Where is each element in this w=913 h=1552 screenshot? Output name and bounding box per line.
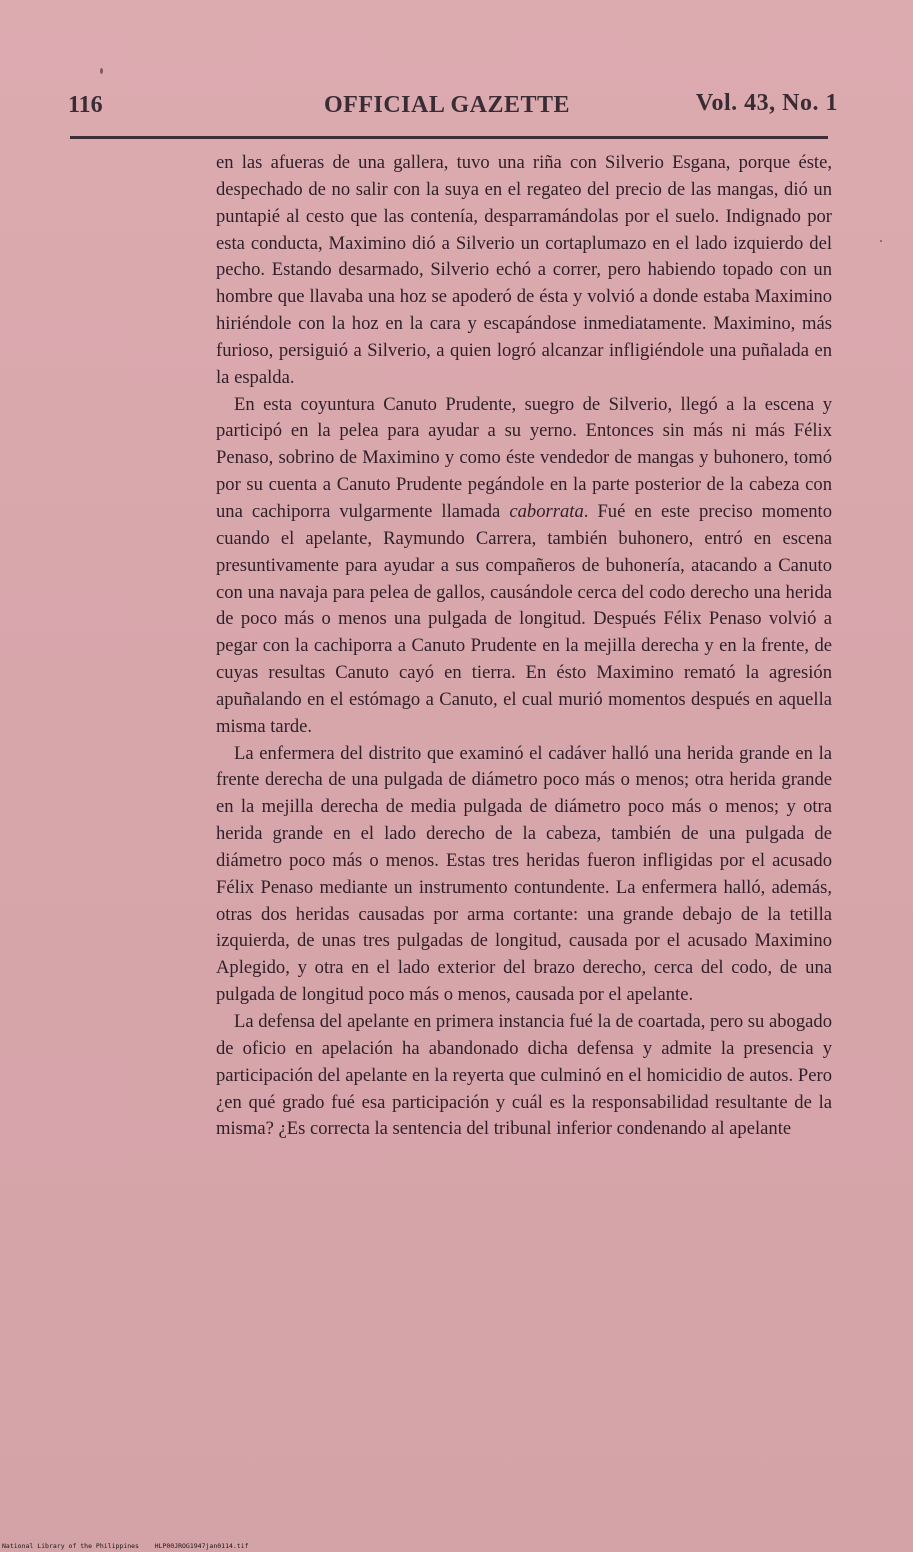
paragraph-2-part-1: En esta coyuntura Canuto Prudente, suegro de Silverio, llegó a la escena y participó en la pelea para ayudar a su yerno. Entonces sin más ni más Félix Penaso, sobrino de Maximino y como éste vendedor de mangas y buhonero, tomó por su cuenta a Canuto Prudente pegándole en la parte posterior de la cabeza con una cachiporra vulgarmente llamada (216, 393, 832, 522)
paragraph-2-part-2: . Fué en este preciso momento cuando el apelante, Raymundo Carrera, también buhonero, entró en escena presuntivamente para ayudar a sus compañeros de buhonería, atacando a Canuto con una navaja para pelea de gallos, causándole cerca del codo derecho una herida de poco más o menos una pulgada de longitud. Después Félix Penaso volvió a pegar con la cachiporra a Canuto Prudente en la mejilla derecha y en la frente, de cuyas resultas Canuto cayó en tierra. En ésto Maximino remató la agresión apuñalando en el estómago a Canuto, el cual murió momentos después en aquella misma tarde. (216, 500, 832, 737)
running-title: OFFICIAL GAZETTE (324, 92, 571, 118)
footer-library: National Library of the Philippines (2, 1542, 139, 1550)
paragraph-2 (216, 392, 832, 741)
header-rule (70, 136, 828, 139)
scan-footer (2, 1542, 249, 1550)
footer-file: HLP00JROG1947jan0114.tif (154, 1542, 249, 1550)
volume-number: Vol. 43, No. 1 (695, 90, 838, 116)
paragraph-1: en las afueras de una gallera, tuvo una riña con Silverio Esgana, porque éste, despechado de no salir con la suya en el regateo del precio de las mangas, dió un puntapié al cesto que las contenía, desparramándolas por el suelo. Indignado por esta conducta, Maximino dió a Silverio un cortaplumazo en el lado izquierdo del pecho. Estando desarmado, Silverio echó a correr, pero habiendo topado con un hombre que llavaba una hoz se apoderó de ésta y volvió a donde estaba Maximino hiriéndole con la hoz en la cara y escapándose inmediatamente. Maximino, más furioso, persiguió a Silverio, a quien logró alcanzar infligiéndole una puñalada en la espalda. (216, 152, 832, 388)
page-header (66, 82, 838, 126)
paragraph-3: La enfermera del distrito que examinó el cadáver halló una herida grande en la frente derecha de una pulgada de diámetro poco más o menos; otra herida grande en la mejilla derecha de media pulgada de diámetro poco más o menos; y otra herida grande en el lado derecho de la cabeza, también de una pulgada de diámetro poco más o menos. Estas tres heridas fueron infligidas por el acusado Félix Penaso mediante un instrumento contundente. La enfermera halló, además, otras dos heridas causadas por arma cortante: una grande debajo de la tetilla izquierda, de unas tres pulgadas de longitud, causada por el acusado Maximino Aplegido, y otra en el lado exterior del brazo derecho, cerca del codo, de una pulgada de longitud poco más o menos, causada por el apelante. (216, 742, 832, 1006)
scan-speck (880, 240, 882, 242)
body-text (216, 150, 832, 1143)
page-number: 116 (68, 92, 103, 118)
scan-speck (100, 68, 103, 74)
italic-term: caborrata (509, 500, 584, 522)
paragraph-4: La defensa del apelante en primera instancia fué la de coartada, pero su abogado de oficio en apelación ha abandonado dicha defensa y admite la presencia y participación del apelante en la reyerta que culminó en el homicidio de autos. Pero ¿en qué grado fué esa participación y cuál es la responsabilidad resultante de la misma? ¿Es correcta la sentencia del tribunal inferior condenando al apelante (216, 1011, 832, 1140)
